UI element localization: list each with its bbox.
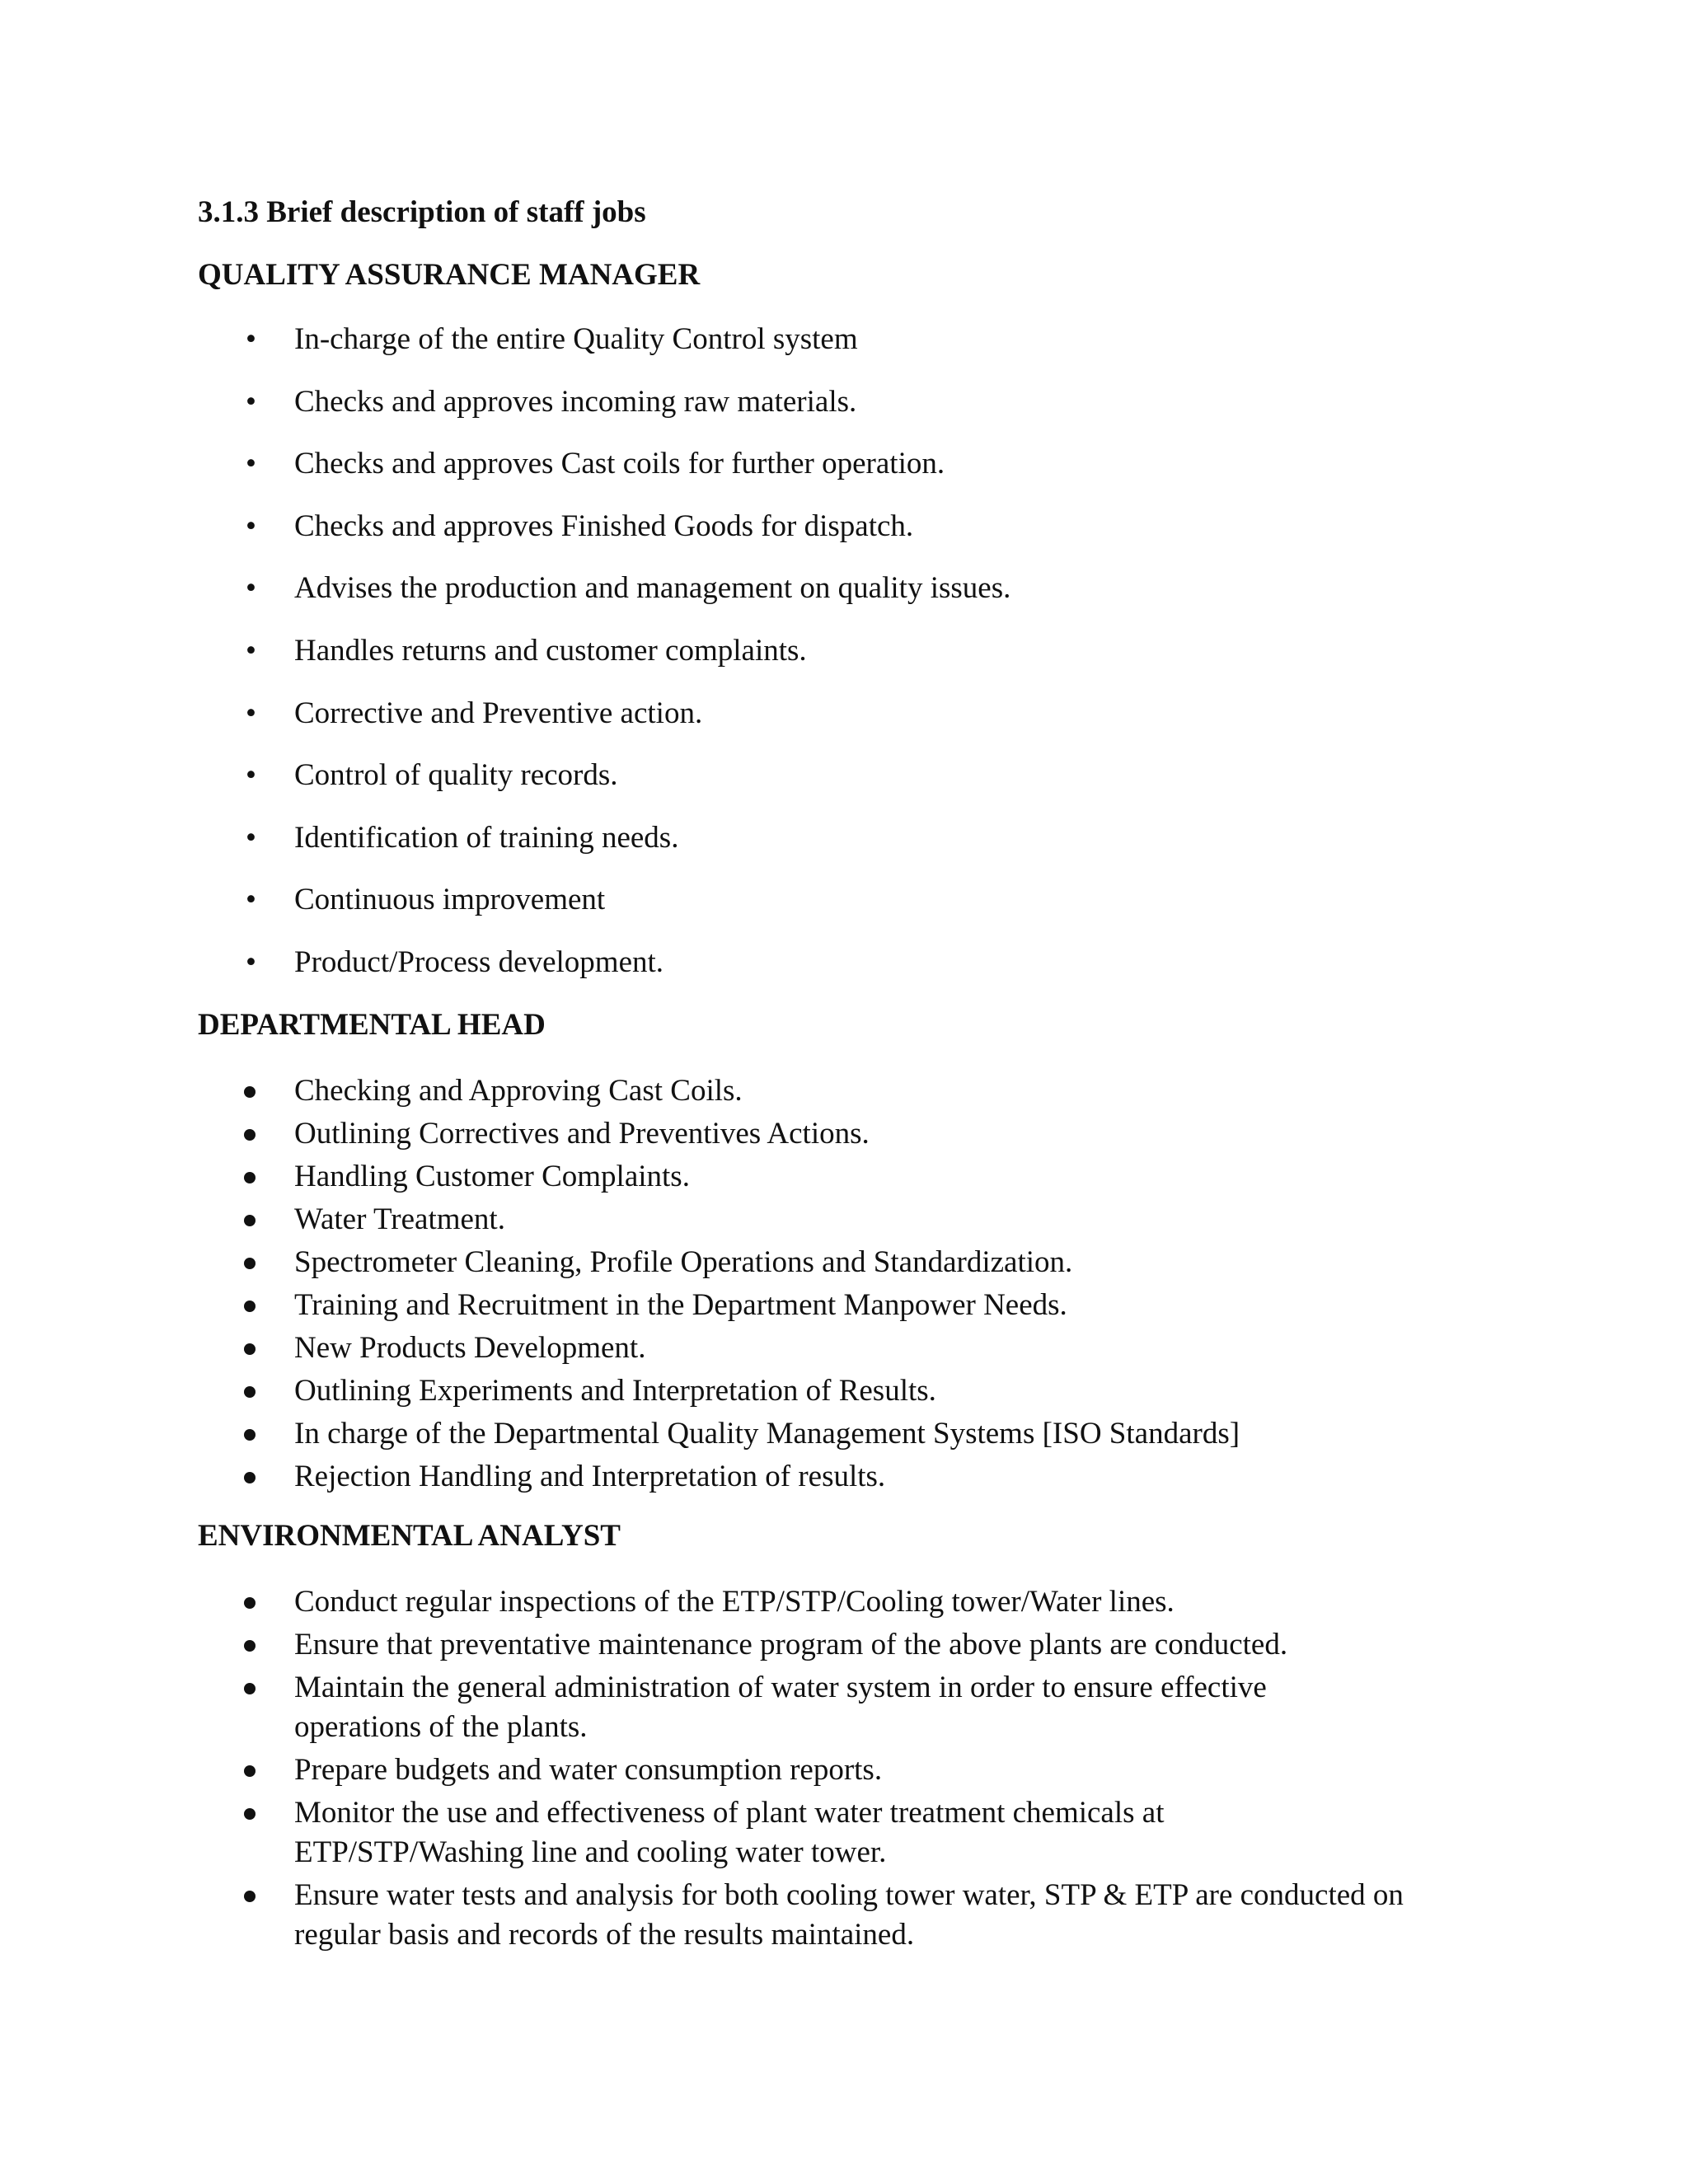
- bullet-icon: •: [246, 758, 256, 792]
- list-item: Prepare budgets and water consumption reports.: [294, 1753, 883, 1787]
- list-item: Checks and approves incoming raw materials.: [294, 385, 857, 419]
- section-title: 3.1.3 Brief description of staff jobs: [198, 195, 646, 229]
- bullet-icon: [244, 1086, 256, 1098]
- bullet-icon: [244, 1215, 256, 1226]
- bullet-icon: •: [246, 634, 256, 668]
- list-item: Checking and Approving Cast Coils.: [294, 1074, 743, 1108]
- bullet-icon: [244, 1472, 256, 1483]
- bullet-icon: •: [246, 696, 256, 730]
- list-item: Training and Recruitment in the Department Manpower Needs.: [294, 1288, 1067, 1322]
- list-item: Rejection Handling and Interpretation of results.: [294, 1460, 886, 1493]
- bullet-icon: [244, 1301, 256, 1312]
- list-item: Checks and approves Finished Goods for dispatch.: [294, 509, 914, 543]
- bullet-icon: •: [246, 571, 256, 605]
- list-item: Corrective and Preventive action.: [294, 696, 703, 730]
- list-item: Ensure water tests and analysis for both cooling tower water, STP & ETP are conducted on regular basis and records of the results maintained.: [294, 1878, 1404, 1952]
- list-item: Advises the production and management on quality issues.: [294, 571, 1011, 605]
- bullet-icon: [244, 1597, 256, 1609]
- bullet-icon: •: [246, 509, 256, 543]
- bullet-icon: [244, 1765, 256, 1777]
- list-item: Product/Process development.: [294, 945, 664, 979]
- list-item: Ensure that preventative maintenance program of the above plants are conducted.: [294, 1628, 1288, 1661]
- bullet-icon: [244, 1808, 256, 1820]
- bullet-icon: [244, 1258, 256, 1269]
- bullet-icon: [244, 1343, 256, 1355]
- bullet-icon: •: [246, 821, 256, 855]
- bullet-icon: [244, 1129, 256, 1141]
- heading-departmental-head: DEPARTMENTAL HEAD: [198, 1008, 546, 1042]
- bullet-icon: •: [246, 447, 256, 480]
- list-item: Conduct regular inspections of the ETP/STP/Cooling tower/Water lines.: [294, 1585, 1175, 1619]
- bullet-icon: •: [246, 945, 256, 979]
- list-item: Outlining Correctives and Preventives Actions.: [294, 1117, 870, 1151]
- bullet-icon: [244, 1429, 256, 1441]
- list-item: Outlining Experiments and Interpretation of Results.: [294, 1374, 936, 1408]
- list-item: In charge of the Departmental Quality Management Systems [ISO Standards]: [294, 1417, 1240, 1451]
- bullet-icon: •: [246, 883, 256, 916]
- bullet-icon: •: [246, 385, 256, 419]
- bullet-icon: [244, 1386, 256, 1398]
- heading-quality-assurance-manager: QUALITY ASSURANCE MANAGER: [198, 258, 701, 292]
- list-item: In-charge of the entire Quality Control system: [294, 322, 858, 356]
- list-item: Maintain the general administration of water system in order to ensure effective operations of the plants.: [294, 1671, 1267, 1744]
- list-item: Handles returns and customer complaints.: [294, 634, 807, 668]
- list-item: Monitor the use and effectiveness of plant water treatment chemicals at ETP/STP/Washing line and cooling water tower.: [294, 1796, 1165, 1869]
- list-item: Water Treatment.: [294, 1202, 505, 1236]
- bullet-icon: [244, 1640, 256, 1652]
- bullet-icon: [244, 1172, 256, 1183]
- heading-environmental-analyst: ENVIRONMENTAL ANALYST: [198, 1519, 621, 1553]
- bullet-icon: [244, 1683, 256, 1694]
- list-item: Handling Customer Complaints.: [294, 1160, 690, 1193]
- bullet-icon: •: [246, 322, 256, 356]
- list-item: New Products Development.: [294, 1331, 646, 1365]
- list-item: Checks and approves Cast coils for further operation.: [294, 447, 945, 480]
- list-item: Identification of training needs.: [294, 821, 679, 855]
- list-item: Continuous improvement: [294, 883, 606, 916]
- list-item: Spectrometer Cleaning, Profile Operations and Standardization.: [294, 1245, 1073, 1279]
- bullet-icon: [244, 1891, 256, 1902]
- list-item: Control of quality records.: [294, 758, 618, 792]
